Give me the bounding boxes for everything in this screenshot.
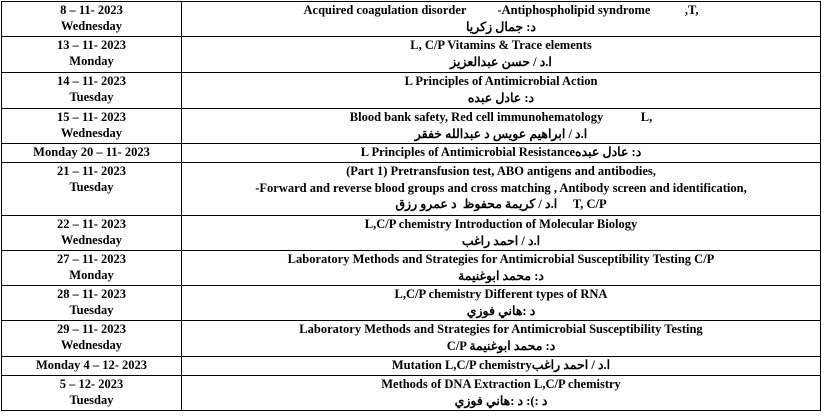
table-row bbox=[2, 376, 821, 411]
date-text: 29 – 11- 2023 bbox=[56, 322, 127, 336]
date-cell bbox=[2, 163, 182, 216]
lecturer-line: ا.د / كريمة محفوظ د عمرو رزق T, C/P bbox=[395, 197, 607, 211]
date-text: Monday 20 – 11- 2023 bbox=[33, 145, 150, 159]
topic-line: Laboratory Methods and Strategies for Antimicrobial Susceptibility Testing C/P bbox=[287, 252, 715, 266]
table-row bbox=[2, 109, 821, 144]
topic-cell bbox=[182, 286, 821, 321]
topic-cell bbox=[182, 251, 821, 286]
lecturer-line: ا.د / ابراهيم عويس د عبدالله خفقر bbox=[414, 126, 588, 141]
topic-line: -Forward and reverse blood groups and cross matching , Antibody screen and identification, bbox=[255, 180, 747, 195]
topic-line: Blood bank safety, Red cell immunohematology L, bbox=[349, 110, 653, 124]
date-text: 27 – 11- 2023 bbox=[56, 252, 127, 266]
topic-line: L,C/P chemistry Introduction of Molecular Biology bbox=[364, 217, 638, 231]
date-cell bbox=[2, 216, 182, 251]
topic-line: (Part 1) Pretransfusion test, ABO antigens and antibodies, bbox=[346, 164, 656, 178]
topic-cell bbox=[182, 376, 821, 411]
day-text: Monday bbox=[69, 268, 114, 282]
date-cell bbox=[2, 37, 182, 73]
day-text: Monday bbox=[69, 54, 114, 68]
topic-cell bbox=[182, 2, 821, 37]
day-text: Wednesday bbox=[60, 19, 123, 33]
topic-cell bbox=[182, 73, 821, 109]
topic-line: Acquired coagulation disorder -Antiphospholipid syndrome ,T, bbox=[303, 3, 699, 17]
topic-line: L,C/P chemistry Different types of RNA bbox=[394, 287, 608, 301]
topic-line: L, C/P Vitamins & Trace elements bbox=[410, 38, 592, 52]
table-row bbox=[2, 357, 821, 376]
table-row bbox=[2, 286, 821, 321]
table-row bbox=[2, 2, 821, 37]
date-text: 13 – 11- 2023 bbox=[56, 38, 127, 52]
schedule-table bbox=[1, 1, 821, 411]
topic-line: L Principles of Antimicrobial Action bbox=[404, 74, 598, 88]
day-text: Wednesday bbox=[60, 338, 123, 352]
table-row bbox=[2, 144, 821, 163]
table-row bbox=[2, 73, 821, 109]
topic-line: L Principles of Antimicrobial Resistanceد: عادل عبده bbox=[360, 145, 642, 159]
date-cell bbox=[2, 2, 182, 37]
date-cell bbox=[2, 376, 182, 411]
date-text: Monday 4 – 12- 2023 bbox=[35, 358, 148, 372]
date-text: 21 – 11- 2023 bbox=[56, 164, 127, 178]
date-cell bbox=[2, 73, 182, 109]
date-cell bbox=[2, 357, 182, 376]
topic-cell bbox=[182, 144, 821, 163]
topic-line: Methods of DNA Extraction L,C/P chemistry bbox=[381, 377, 621, 391]
table-row bbox=[2, 163, 821, 216]
lecturer-line: د: جمال زكريا bbox=[466, 19, 536, 34]
topic-line: Laboratory Methods and Strategies for Antimicrobial Susceptibility Testing bbox=[299, 322, 703, 336]
lecturer-line: ا.د / حسن عبدالعزيز bbox=[450, 54, 552, 69]
date-cell bbox=[2, 109, 182, 144]
day-text: Tuesday bbox=[69, 180, 114, 194]
table-row bbox=[2, 216, 821, 251]
lecturer-line: د: محمد ابوغنيمة bbox=[458, 268, 544, 283]
lecturer-line: C/P د: محمد ابوغنيمة bbox=[446, 338, 556, 353]
date-text: 8 – 11- 2023 bbox=[60, 3, 123, 17]
day-text: Tuesday bbox=[69, 90, 114, 104]
lecturer-line: د: عادل عبده bbox=[467, 90, 535, 105]
lecturer-line: د :): د :هاني فوزي bbox=[454, 393, 548, 408]
day-text: Wednesday bbox=[60, 126, 123, 140]
date-cell bbox=[2, 321, 182, 357]
date-cell bbox=[2, 251, 182, 286]
table-row bbox=[2, 321, 821, 357]
topic-cell bbox=[182, 216, 821, 251]
date-cell bbox=[2, 144, 182, 163]
date-cell bbox=[2, 286, 182, 321]
date-text: 22 – 11- 2023 bbox=[56, 217, 127, 231]
topic-cell bbox=[182, 163, 821, 216]
topic-cell bbox=[182, 357, 821, 376]
table-row bbox=[2, 251, 821, 286]
topic-cell bbox=[182, 321, 821, 357]
table-row bbox=[2, 37, 821, 73]
topic-cell bbox=[182, 109, 821, 144]
topic-line: Mutation L,C/P chemistryا.د / احمد راغب bbox=[391, 358, 611, 372]
date-text: 14 – 11- 2023 bbox=[56, 74, 127, 88]
date-text: 5 – 12- 2023 bbox=[59, 377, 124, 391]
day-text: Tuesday bbox=[69, 303, 114, 317]
topic-cell bbox=[182, 37, 821, 73]
lecturer-line: ا.د / احمد راغب bbox=[461, 233, 541, 248]
day-text: Wednesday bbox=[60, 233, 123, 247]
date-text: 15 – 11- 2023 bbox=[56, 110, 127, 124]
date-text: 28 – 11- 2023 bbox=[56, 287, 127, 301]
day-text: Tuesday bbox=[69, 393, 114, 407]
lecturer-line: د :هاني فوزي bbox=[466, 303, 536, 318]
